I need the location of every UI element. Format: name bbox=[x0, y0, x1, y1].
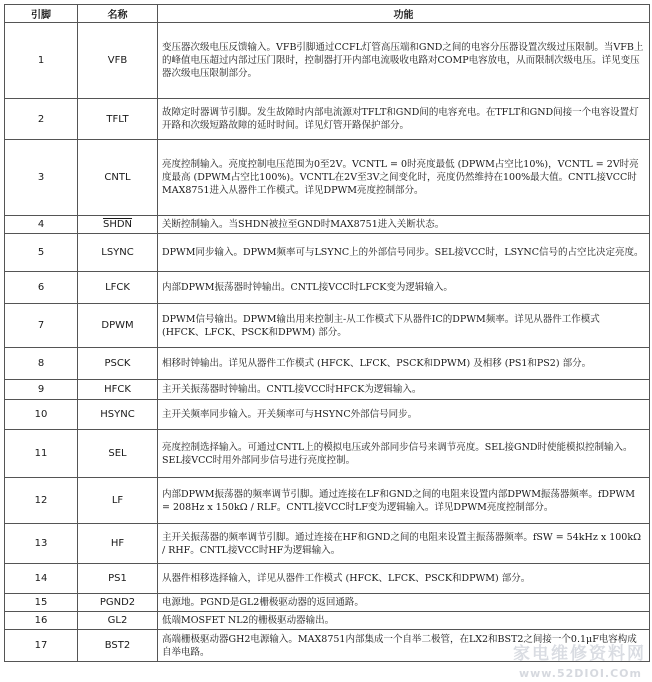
pin-function: 内部DPWM振荡器时钟输出。CNTL接VCC时LFCK变为逻辑输入。 bbox=[158, 272, 650, 304]
pin-number: 13 bbox=[5, 524, 78, 564]
pin-name: HFCK bbox=[78, 380, 158, 400]
pin-name: SHDN bbox=[78, 216, 158, 234]
table-row bbox=[5, 216, 650, 234]
pin-name: DPWM bbox=[78, 304, 158, 348]
table-row bbox=[5, 524, 650, 564]
table-row bbox=[5, 380, 650, 400]
pin-number: 3 bbox=[5, 140, 78, 216]
pin-name: LFCK bbox=[78, 272, 158, 304]
table-row bbox=[5, 564, 650, 594]
table-row bbox=[5, 348, 650, 380]
table-row bbox=[5, 234, 650, 272]
header-pin: 引脚 bbox=[5, 5, 78, 23]
header-name: 名称 bbox=[78, 5, 158, 23]
table-row bbox=[5, 478, 650, 524]
pin-number: 17 bbox=[5, 630, 78, 662]
pin-number: 15 bbox=[5, 594, 78, 612]
table-row bbox=[5, 594, 650, 612]
table-row bbox=[5, 23, 650, 99]
pin-function: 低端MOSFET NL2的栅极驱动器输出。 bbox=[158, 612, 650, 630]
pin-function: 主开关频率同步输入。开关频率可与HSYNC外部信号同步。 bbox=[158, 400, 650, 430]
pin-number: 4 bbox=[5, 216, 78, 234]
pin-function: 高端栅极驱动器GH2电源输入。MAX8751内部集成一个自举二极管，在LX2和BST2之间接一个0.1μF电容构成自举电路。 bbox=[158, 630, 650, 662]
table-row bbox=[5, 304, 650, 348]
pin-function: 内部DPWM振荡器的频率调节引脚。通过连接在LF和GND之间的电阻来设置内部DPWM振荡器频率。fDPWM = 208Hz x 150kΩ / RLF。CNTL接VCC时LF变为逻辑输入。详见DPWM亮度控制部分。 bbox=[158, 478, 650, 524]
pin-number: 6 bbox=[5, 272, 78, 304]
pin-description-table bbox=[4, 4, 650, 662]
pin-name: PGND2 bbox=[78, 594, 158, 612]
pin-name: LF bbox=[78, 478, 158, 524]
table-row bbox=[5, 400, 650, 430]
pin-function: 亮度控制选择输入。可通过CNTL上的模拟电压或外部同步信号来调节亮度。SEL接GND时使能模拟控制输入。SEL接VCC时用外部同步信号进行亮度控制。 bbox=[158, 430, 650, 478]
pin-name: BST2 bbox=[78, 630, 158, 662]
pin-name: LSYNC bbox=[78, 234, 158, 272]
pin-name: HSYNC bbox=[78, 400, 158, 430]
pin-function: 主开关振荡器的频率调节引脚。通过连接在HF和GND之间的电阻来设置主振荡器频率。fSW = 54kHz x 100kΩ / RHF。CNTL接VCC时HF为逻辑输入。 bbox=[158, 524, 650, 564]
pin-name: VFB bbox=[78, 23, 158, 99]
table-row bbox=[5, 612, 650, 630]
pin-number: 7 bbox=[5, 304, 78, 348]
table-row bbox=[5, 99, 650, 140]
pin-name: PS1 bbox=[78, 564, 158, 594]
pin-name: HF bbox=[78, 524, 158, 564]
pin-name: SEL bbox=[78, 430, 158, 478]
pin-function: 故障定时器调节引脚。发生故障时内部电流源对TFLT和GND间的电容充电。在TFLT和GND间接一个电容设置灯开路和次级短路故障的延时时间。详见灯管开路保护部分。 bbox=[158, 99, 650, 140]
pin-name: CNTL bbox=[78, 140, 158, 216]
pin-function: 电源地。PGND是GL2栅极驱动器的返回通路。 bbox=[158, 594, 650, 612]
header-function: 功能 bbox=[158, 5, 650, 23]
pin-function: 从器件相移选择输入，详见从器件工作模式 (HFCK、LFCK、PSCK和DPWM) 部分。 bbox=[158, 564, 650, 594]
pin-function: 关断控制输入。当SHDN被拉至GND时MAX8751进入关断状态。 bbox=[158, 216, 650, 234]
pin-number: 9 bbox=[5, 380, 78, 400]
watermark-url: www.52DIOI.COm bbox=[518, 667, 642, 680]
pin-number: 10 bbox=[5, 400, 78, 430]
pin-number: 11 bbox=[5, 430, 78, 478]
pin-number: 8 bbox=[5, 348, 78, 380]
pin-name: TFLT bbox=[78, 99, 158, 140]
header-row bbox=[5, 5, 650, 23]
pin-number: 12 bbox=[5, 478, 78, 524]
pin-function: 变压器次级电压反馈输入。VFB引脚通过CCFL灯管高压端和GND之间的电容分压器设置次级过压限制。当VFB上的峰值电压超过内部过压门限时，控制器打开内部电流吸收电路对COMP电容放电，从而限制次级电压。详见变压器次级电压限制部分。 bbox=[158, 23, 650, 99]
watermark-text: 家电维修资料网 bbox=[513, 644, 646, 664]
pin-function: 主开关振荡器时钟输出。CNTL接VCC时HFCK为逻辑输入。 bbox=[158, 380, 650, 400]
pin-function: 亮度控制输入。亮度控制电压范围为0至2V。VCNTL = 0时亮度最低 (DPWM占空比10%)，VCNTL = 2V时亮度最高 (DPWM占空比100%)。VCNTL在2V至3V之间变化时，亮度仍然维持在100%最大值。CNTL接VCC时MAX8751进入从器件工作模式。详见DPWM亮度控制部分。 bbox=[158, 140, 650, 216]
pin-name: GL2 bbox=[78, 612, 158, 630]
table-row bbox=[5, 430, 650, 478]
pin-name: PSCK bbox=[78, 348, 158, 380]
pin-number: 1 bbox=[5, 23, 78, 99]
pin-number: 2 bbox=[5, 99, 78, 140]
pin-number: 16 bbox=[5, 612, 78, 630]
pin-number: 14 bbox=[5, 564, 78, 594]
pin-function: 相移时钟输出。详见从器件工作模式 (HFCK、LFCK、PSCK和DPWM) 及相移 (PS1和PS2) 部分。 bbox=[158, 348, 650, 380]
pin-function: DPWM信号输出。DPWM输出用来控制主-从工作模式下从器件IC的DPWM频率。详见从器件工作模式 (HFCK、LFCK、PSCK和DPWM) 部分。 bbox=[158, 304, 650, 348]
pin-function: DPWM同步输入。DPWM频率可与LSYNC上的外部信号同步。SEL接VCC时，LSYNC信号的占空比决定亮度。 bbox=[158, 234, 650, 272]
table-row bbox=[5, 272, 650, 304]
table-row bbox=[5, 140, 650, 216]
pin-number: 5 bbox=[5, 234, 78, 272]
